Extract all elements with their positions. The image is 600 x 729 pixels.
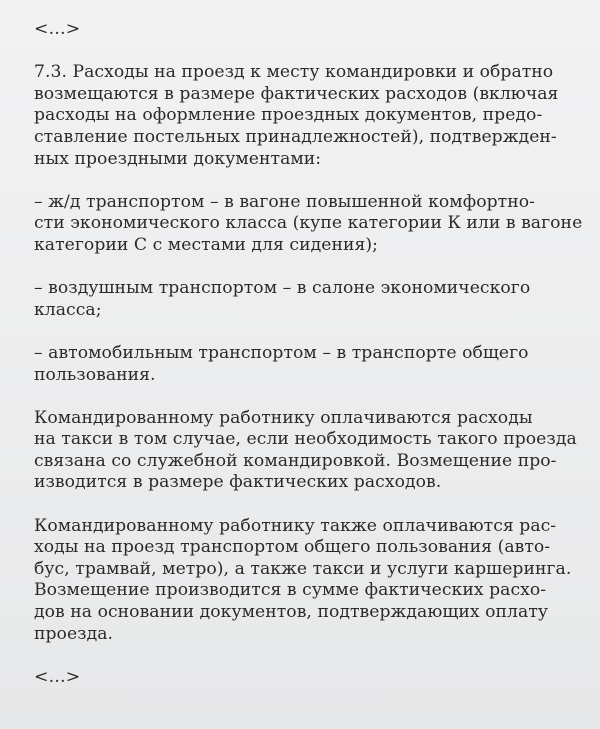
paragraph-line: изводится в размере фактических расходов. bbox=[34, 472, 442, 493]
paragraph-line: проезда. bbox=[34, 623, 114, 644]
paragraph-line: категории С с местами для сидения); bbox=[34, 234, 378, 255]
list-item-road bbox=[34, 343, 570, 386]
paragraph-line: 7.3. Расходы на проезд к месту командировки и обратно bbox=[34, 62, 554, 83]
paragraph-line: на такси в том случае, если необходимость такого проезда bbox=[34, 429, 577, 450]
paragraph-line: – автомобильным транспортом – в транспорте общего bbox=[34, 342, 529, 363]
paragraph-gap bbox=[34, 386, 570, 408]
paragraph-line: ных проездными документами: bbox=[34, 148, 322, 169]
paragraph-line: Командированному работнику также оплачиваются рас- bbox=[34, 515, 557, 536]
paragraph-gap bbox=[34, 257, 570, 279]
paragraph-line: класса; bbox=[34, 299, 102, 320]
paragraph-line: – ж/д транспортом – в вагоне повышенной комфортно- bbox=[34, 191, 535, 212]
paragraph-line: дов на основании документов, подтверждающих оплату bbox=[34, 602, 549, 623]
paragraph-line: ставление постельных принадлежностей), подтвержден- bbox=[34, 126, 557, 147]
paragraph-line: расходы на оформление проездных документов, предо- bbox=[34, 105, 543, 126]
paragraph-line: ходы на проезд транспортом общего пользования (авто- bbox=[34, 537, 551, 558]
list-item-air bbox=[34, 278, 570, 321]
paragraph-line: связана со служебной командировкой. Возмещение про- bbox=[34, 450, 557, 471]
paragraph-line: пользования. bbox=[34, 364, 156, 385]
paragraph-line: сти экономического класса (купе категории К или в вагоне bbox=[34, 213, 583, 234]
paragraph-line: бус, трамвай, метро), а также такси и услуги каршеринга. bbox=[34, 558, 572, 579]
paragraph-line: возмещаются в размере фактических расходов (включая bbox=[34, 83, 559, 104]
ellipsis-bottom-text: <…> bbox=[34, 666, 81, 687]
paragraph-gap bbox=[34, 645, 570, 667]
paragraph-public-transport bbox=[34, 516, 570, 646]
paragraph-7-3 bbox=[34, 62, 570, 170]
paragraph-taxi bbox=[34, 407, 577, 494]
paragraph-line: Командированному работнику оплачиваются расходы bbox=[34, 407, 533, 428]
paragraph-gap bbox=[34, 170, 570, 192]
paragraph-gap bbox=[34, 321, 570, 343]
list-item-rail bbox=[34, 191, 583, 257]
ellipsis-top bbox=[34, 19, 570, 41]
paragraph-gap bbox=[34, 494, 570, 516]
paragraph-line: Возмещение производится в сумме фактических расхо- bbox=[34, 580, 547, 601]
ellipsis-bottom bbox=[34, 667, 570, 689]
paragraph-line: – воздушным транспортом – в салоне экономического bbox=[34, 278, 531, 299]
ellipsis-top-text: <…> bbox=[34, 19, 81, 39]
paragraph-gap bbox=[34, 41, 570, 63]
